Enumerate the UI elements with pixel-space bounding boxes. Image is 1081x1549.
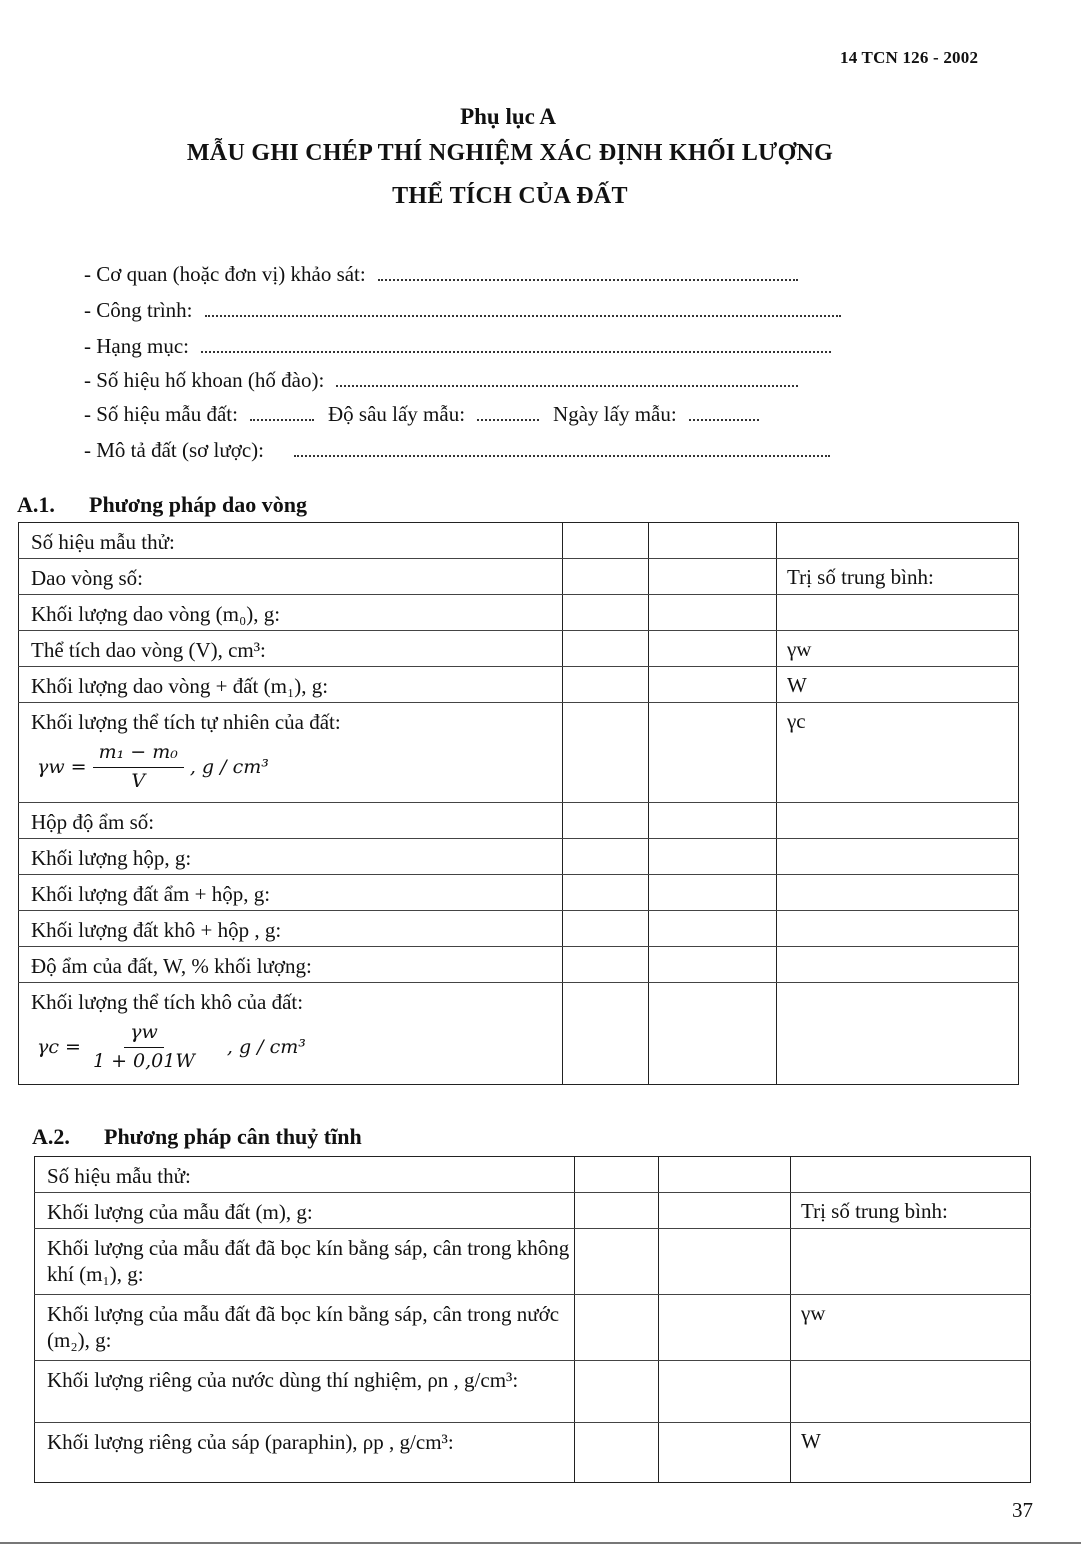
a1-natural-density-label: Khối lượng thể tích tự nhiên của đất:: [31, 710, 341, 734]
a1-row-box-mass: Khối lượng hộp, g:: [19, 839, 563, 875]
info-depth-label: Độ sâu lấy mẫu:: [327, 402, 466, 426]
section-a1-name: Phương pháp dao vòng: [89, 492, 307, 517]
a1-avg-cell[interactable]: [777, 983, 1019, 1085]
main-title-line1: MẪU GHI CHÉP THÍ NGHIỆM XÁC ĐỊNH KHỐI LƯỢNG: [186, 140, 834, 166]
info-sample-row: [84, 404, 759, 425]
a1-cell[interactable]: [563, 803, 649, 839]
a1-avg-cell[interactable]: [777, 523, 1019, 559]
a1-avg-cell[interactable]: [777, 875, 1019, 911]
a1-row-wet-soil-box: Khối lượng đất ẩm + hộp, g:: [19, 875, 563, 911]
a1-cell[interactable]: [563, 595, 649, 631]
info-sample-no-blank[interactable]: [250, 415, 314, 421]
a2-cell[interactable]: [659, 1193, 791, 1229]
a1-cell[interactable]: [649, 559, 777, 595]
a2-cell[interactable]: [575, 1157, 659, 1193]
a1-cell[interactable]: [649, 911, 777, 947]
a1-row-ring-soil-mass: Khối lượng dao vòng + đất (m₁), g:: [19, 667, 563, 703]
info-agency: [84, 264, 798, 285]
a1-dry-density-label: Khối lượng thể tích khô của đất:: [31, 990, 304, 1014]
formula-gamma-w-numerator: m₁ − m₀: [93, 741, 184, 768]
table-a2: [34, 1156, 1031, 1483]
a1-symbol-gamma-c: γc: [777, 703, 1019, 803]
a2-row-wax-density: Khối lượng riêng của sáp (paraphin), ρp , g/cm³:: [35, 1423, 575, 1483]
a2-avg-cell[interactable]: [791, 1229, 1031, 1295]
formula-gamma-w-unit: , g / cm³: [189, 755, 269, 778]
formula-gamma-c-fraction: [87, 1021, 201, 1074]
a2-cell[interactable]: [575, 1295, 659, 1361]
a2-cell[interactable]: [575, 1193, 659, 1229]
info-borehole: [84, 370, 798, 391]
a2-row-wax-air-mass: Khối lượng của mẫu đất đã bọc kín bằng sáp, cân trong không khí (m₁), g:: [35, 1229, 575, 1295]
a1-row-ring-no: Dao vòng số:: [19, 559, 563, 595]
formula-gamma-w: [31, 735, 562, 802]
section-a1-number: A.1.: [17, 492, 55, 517]
info-sample-no-label: - Số hiệu mẫu đất:: [84, 402, 238, 426]
info-project-blank[interactable]: [205, 311, 841, 317]
a1-cell[interactable]: [649, 803, 777, 839]
a1-row-moisture-box-no: Hộp độ ẩm số:: [19, 803, 563, 839]
section-a1-title: [17, 492, 307, 518]
section-a2-name: Phương pháp cân thuỷ tĩnh: [104, 1124, 362, 1149]
info-project-label: - Công trình:: [84, 298, 193, 322]
a2-row-wax-water-mass: Khối lượng của mẫu đất đã bọc kín bằng sáp, cân trong nước (m₂), g:: [35, 1295, 575, 1361]
a1-cell[interactable]: [563, 631, 649, 667]
a1-cell[interactable]: [649, 631, 777, 667]
a1-cell[interactable]: [563, 559, 649, 595]
a2-cell[interactable]: [575, 1229, 659, 1295]
a1-cell[interactable]: [649, 983, 777, 1085]
a2-average-label: Trị số trung bình:: [791, 1193, 1031, 1229]
info-item: [84, 336, 831, 357]
page-bottom-rule: [0, 1542, 1081, 1544]
a2-cell[interactable]: [575, 1423, 659, 1483]
info-description-label: - Mô tả đất (sơ lược):: [84, 438, 264, 462]
a1-avg-cell[interactable]: [777, 911, 1019, 947]
info-date-blank[interactable]: [689, 415, 759, 421]
a1-avg-cell[interactable]: [777, 595, 1019, 631]
a1-cell[interactable]: [649, 875, 777, 911]
document-code: 14 TCN 126 - 2002: [840, 48, 979, 67]
info-depth-blank[interactable]: [477, 415, 539, 421]
a1-row-dry-soil-box: Khối lượng đất khô + hộp , g:: [19, 911, 563, 947]
a2-row-water-density: Khối lượng riêng của nước dùng thí nghiệm, ρn , g/cm³:: [35, 1361, 575, 1423]
a1-cell[interactable]: [649, 947, 777, 983]
formula-gamma-w-lhs: γw =: [37, 755, 87, 778]
main-title-line2: THỂ TÍCH CỦA ĐẤT: [392, 183, 628, 209]
info-project: [84, 300, 841, 321]
a1-symbol-gamma-w: γw: [777, 631, 1019, 667]
info-description-blank[interactable]: [294, 451, 830, 457]
a1-cell[interactable]: [563, 839, 649, 875]
info-item-blank[interactable]: [201, 347, 831, 353]
info-borehole-blank[interactable]: [336, 381, 798, 387]
a1-cell[interactable]: [563, 911, 649, 947]
info-item-label: - Hạng mục:: [84, 334, 189, 358]
info-agency-label: - Cơ quan (hoặc đơn vị) khảo sát:: [84, 262, 366, 286]
a2-cell[interactable]: [659, 1423, 791, 1483]
table-a1: [18, 522, 1019, 1085]
a2-row-soil-mass: Khối lượng của mẫu đất (m), g:: [35, 1193, 575, 1229]
a1-cell[interactable]: [563, 983, 649, 1085]
formula-gamma-c-denominator: 1 + 0,01W: [92, 1050, 195, 1072]
a1-avg-cell[interactable]: [777, 839, 1019, 875]
info-description: [84, 440, 830, 461]
a1-row-dry-density: [19, 983, 563, 1085]
appendix-title: Phụ lục A: [460, 104, 556, 129]
a2-avg-cell[interactable]: [791, 1157, 1031, 1193]
info-date-label: Ngày lấy mẫu:: [553, 402, 677, 426]
a2-cell[interactable]: [659, 1157, 791, 1193]
a1-cell[interactable]: [649, 839, 777, 875]
a2-cell[interactable]: [659, 1361, 791, 1423]
a1-row-moisture: Độ ẩm của đất, W, % khối lượng:: [19, 947, 563, 983]
a1-cell[interactable]: [563, 667, 649, 703]
section-a2-title: [32, 1124, 362, 1150]
formula-gamma-c-lhs: γc =: [37, 1035, 81, 1058]
formula-gamma-w-denominator: V: [131, 770, 146, 792]
a1-avg-cell[interactable]: [777, 947, 1019, 983]
a1-cell[interactable]: [649, 523, 777, 559]
a1-row-ring-volume: Thể tích dao vòng (V), cm³:: [19, 631, 563, 667]
a1-average-label: Trị số trung bình:: [777, 559, 1019, 595]
info-borehole-label: - Số hiệu hố khoan (hố đào):: [84, 368, 325, 392]
a1-cell[interactable]: [563, 523, 649, 559]
a2-cell[interactable]: [575, 1361, 659, 1423]
formula-gamma-c-unit: , g / cm³: [226, 1035, 306, 1058]
a1-cell[interactable]: [649, 703, 777, 803]
formula-gamma-c: [31, 1015, 562, 1082]
info-agency-blank[interactable]: [378, 275, 798, 281]
formula-gamma-w-fraction: [93, 741, 184, 794]
a1-row-sample-no: Số hiệu mẫu thử:: [19, 523, 563, 559]
section-a2-number: A.2.: [32, 1124, 70, 1149]
a2-symbol-w: W: [791, 1423, 1031, 1483]
a1-row-ring-mass: Khối lượng dao vòng (m₀), g:: [19, 595, 563, 631]
page-number: 37: [1012, 1498, 1033, 1522]
a2-cell[interactable]: [659, 1229, 791, 1295]
a2-row-sample-no: Số hiệu mẫu thử:: [35, 1157, 575, 1193]
a1-cell[interactable]: [563, 875, 649, 911]
formula-gamma-c-numerator: γw: [124, 1021, 164, 1048]
a1-cell[interactable]: [649, 595, 777, 631]
a2-cell[interactable]: [659, 1295, 791, 1361]
a1-cell[interactable]: [563, 947, 649, 983]
a1-symbol-w: W: [777, 667, 1019, 703]
a2-symbol-gamma-w: γw: [791, 1295, 1031, 1361]
a1-row-natural-density: [19, 703, 563, 803]
a2-avg-cell[interactable]: [791, 1361, 1031, 1423]
a1-cell[interactable]: [649, 667, 777, 703]
a1-cell[interactable]: [563, 703, 649, 803]
a1-avg-cell[interactable]: [777, 803, 1019, 839]
